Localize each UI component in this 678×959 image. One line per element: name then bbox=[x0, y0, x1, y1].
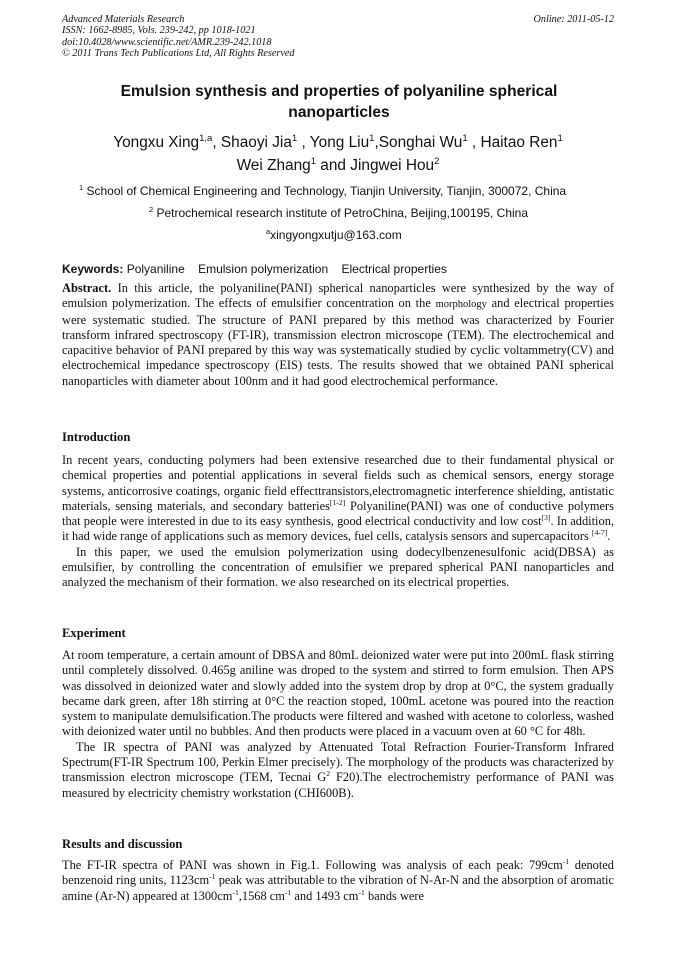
author-sup: 1 bbox=[462, 132, 468, 144]
affiliation-2 bbox=[149, 206, 528, 220]
citation: [3] bbox=[541, 513, 551, 523]
section-heading-experiment: Experiment bbox=[62, 626, 126, 640]
abstract-text: In this article, the polyaniline(PANI) spherical nanoparticles were synthesized by the way of emulsion polymerization. The effects of emulsifier concentration on the bbox=[62, 281, 614, 311]
affiliation-text: Petrochemical research institute of PetroChina, Beijing,100195, China bbox=[156, 206, 529, 220]
author-sup: 2 bbox=[434, 155, 440, 167]
introduction-body bbox=[62, 453, 614, 591]
author-name: Haitao Ren bbox=[480, 134, 558, 151]
affiliation-text: School of Chemical Engineering and Technology, Tianjin University, Tianjin, 300072, China bbox=[86, 184, 567, 198]
citation: [1-2] bbox=[329, 497, 346, 507]
abstract bbox=[62, 281, 614, 389]
author-line-2: Wei Zhang$^1$ and Jingwei Hou$^2$ bbox=[236, 155, 440, 174]
author-name: Songhai Wu bbox=[378, 134, 463, 151]
keywords-line bbox=[62, 262, 457, 276]
experiment-body bbox=[62, 648, 614, 801]
paragraph: In recent years, conducting polymers had been extensive researched due to their fundamental physical or chemical properties and potential applications in several fields such as chemical sensors, energy storage systems, anticorrosive coatings, organic field effecttransistors,electromagnetic interference shielding, antistatic materials, sensing materials, and secondary batteries[1-2] Polyaniline(PANI) was one of conductive polymers that people were interested in due to its easy synthesis, good electrical conductivity and low cost[3]. In addition, it had wide range of applications such as memory devices, fuel cells, catalysis sensors and supercapacitors [4-7]. bbox=[62, 453, 614, 544]
affiliation-1 bbox=[79, 184, 566, 198]
author-sup: 1 bbox=[557, 132, 563, 144]
keyword: Electrical properties bbox=[341, 262, 447, 276]
issn-line: ISSN: 1662-8985, Vols. 239-242, pp 1018-1021 bbox=[62, 25, 256, 37]
keywords-label: Keywords: bbox=[62, 262, 124, 276]
email-sup: a bbox=[266, 227, 271, 236]
affiliation-sup: 2 bbox=[149, 205, 154, 214]
paragraph: The IR spectra of PANI was analyzed by Attenuated Total Refraction Fourier-Transform Infrared Spectrum(FT-IR Spectrum 100, Perkin Elmer precisely). The morphology of the products was characterized by transmission electron microscope (TEM, Tecnai $G^2$ F20).The electrochemistry performance of PANI was measured by electricity chemistry workstation (CHI600B). bbox=[62, 739, 615, 800]
paragraph: In this paper, we used the emulsion polymerization using dodecylbenzenesulfonic acid(DBSA) as emulsifier, by controlling the concentration of emulsifier we prepared spherical PANI nanoparticles and analyzed the mechanism of their formation. we also researched on its electrical properties. bbox=[62, 544, 614, 590]
email-text: xingyongxutju@163.com bbox=[270, 228, 402, 242]
paragraph: At room temperature, a certain amount of DBSA and 80mL deionized water were put into 200mL flask stirring until completely dissolved. 0.465g aniline was droped to the system and stirred to form emulsion. Then APS was dissolved in deionized water and slowly added into the system drop by drop at 0°C, the system gradually became dark green, after 18h stirring at 0°C the reaction stoped, 100mL acetone was poured into the reaction system to manipulate demulsification.The products were filtered and washed with acetone to colorless, washed with deionized water until no bubbles. And then products were placed in a vacuum oven at 60 °C for 48h. bbox=[62, 648, 614, 739]
online-date: Online: 2011-05-12 bbox=[533, 14, 614, 25]
author-name: Wei Zhang bbox=[236, 157, 311, 174]
keyword: Emulsion polymerization bbox=[198, 262, 329, 276]
corresponding-email bbox=[266, 228, 402, 242]
section-heading-results: Results and discussion bbox=[62, 837, 183, 851]
abstract-small-word: morphology bbox=[435, 299, 487, 311]
journal-header bbox=[62, 14, 295, 60]
author-list bbox=[62, 131, 614, 177]
author-name: Jingwei Hou bbox=[350, 157, 435, 174]
paragraph: The FT-IR spectra of PANI was shown in Fig.1. Following was analysis of each peak: $799cm^{-1}$ denoted benzenoid ring units, $1123cm^{-1}$ peak was attributable to the vibration of N-Ar-N and the absorption of aromatic amine (Ar-N) appeared at $1300cm^{-1},1568$ $cm^{-1}$ and 1493 $cm^{-1}$ bands were bbox=[62, 856, 615, 903]
author-sup: 1,a bbox=[199, 132, 213, 144]
author-name: Shaoyi Jia bbox=[220, 134, 292, 151]
results-body bbox=[62, 858, 614, 904]
abstract-label: Abstract. bbox=[62, 281, 112, 295]
keyword: Polyaniline bbox=[126, 262, 185, 276]
author-name: Yong Liu bbox=[309, 134, 370, 151]
author-sup: 1 bbox=[369, 132, 375, 144]
doi-line: doi:10.4028/www.scientific.net/AMR.239-242.1018 bbox=[62, 36, 272, 48]
citation: [4-7] bbox=[591, 528, 608, 538]
paper-title: Emulsion synthesis and properties of polyaniline spherical nanoparticles bbox=[120, 83, 558, 121]
author-sup: 1 bbox=[310, 155, 317, 167]
journal-name: Advanced Materials Research bbox=[62, 14, 185, 25]
affiliation-sup: 1 bbox=[79, 183, 84, 192]
author-sup: 1 bbox=[291, 132, 298, 144]
section-heading-introduction: Introduction bbox=[62, 430, 131, 444]
author-name: Yongxu Xing bbox=[113, 134, 200, 151]
author-line-1: Yongxu Xing$^{1,a}$, Shaoyi Jia$^1$ , Yong Liu$^1$,Songhai Wu$^1$ , Haitao Ren$^1$ bbox=[113, 132, 563, 151]
abstract-text: and electrical properties were systematic studied. The structure of PANI prepared by this method was characterized by Fourier transform infrared spectroscopy (FT-IR), transmission electron microscope (TEM). The electrochemical and capacitive behavior of PANI prepared by this way was systematically studied by cyclic voltammetry(CV) and electrochemical impedance spectroscopy (EIS) tests. The results showed that we obtained PANI spherical nanoparticles with diameter about 100nm and it had good electrochemical performance. bbox=[62, 296, 614, 388]
copyright-line: © 2011 Trans Tech Publications Ltd, All Rights Reserved bbox=[62, 48, 295, 60]
